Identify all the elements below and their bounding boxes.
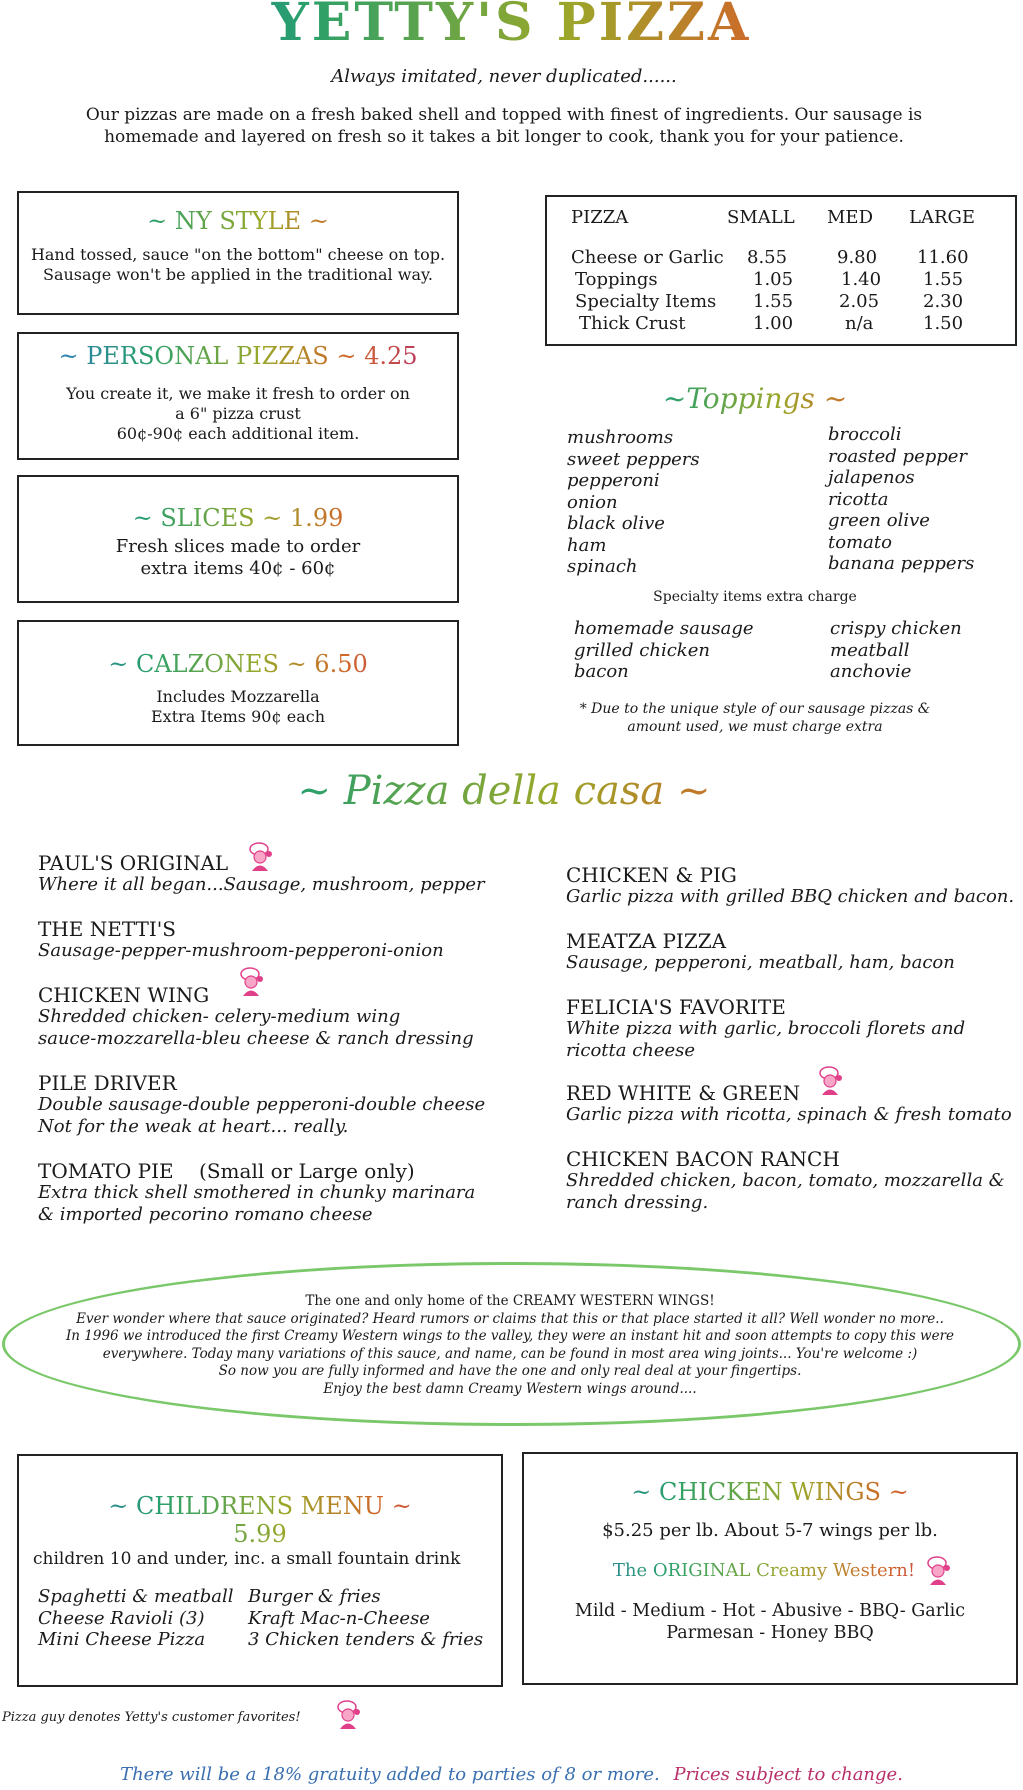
specialty-pizza-desc: Shredded chicken, bacon, tomato, mozzarella & bbox=[566, 1170, 1005, 1191]
calzones-line: Includes Mozzarella bbox=[156, 687, 320, 706]
childrens-item: Mini Cheese Pizza bbox=[38, 1629, 206, 1650]
price-cell: 1.00 bbox=[753, 313, 794, 334]
calzones-desc bbox=[19, 687, 457, 727]
topping-item: sweet peppers bbox=[567, 448, 700, 470]
specialty-label: Specialty items extra charge bbox=[653, 589, 857, 605]
childrens-item: Kraft Mac-n-Cheese bbox=[248, 1607, 430, 1629]
childrens-menu-subtitle: children 10 and under, inc. a small fountain drink bbox=[33, 1549, 461, 1569]
intro-text bbox=[0, 104, 1008, 148]
personal-pizzas-desc bbox=[19, 384, 457, 444]
price-cell: n/a bbox=[845, 313, 874, 334]
topping-item: black olive bbox=[567, 513, 665, 534]
price-row-label: Toppings bbox=[575, 269, 658, 290]
pizza-guy-icon bbox=[246, 842, 274, 872]
wings-story-line: Enjoy the best damn Creamy Western wings around.... bbox=[323, 1380, 697, 1397]
specialty-pizza-desc: Where it all began...Sausage, mushroom, pepper bbox=[38, 874, 485, 895]
topping-item: ham bbox=[567, 534, 607, 556]
sausage-note bbox=[555, 700, 955, 736]
topping-item: jalapenos bbox=[828, 467, 915, 488]
topping-item: spinach bbox=[567, 556, 638, 577]
pizza-guy-legend: Pizza guy denotes Yetty's customer favorites! bbox=[2, 1710, 301, 1725]
personal-pizzas-line: You create it, we make it fresh to order on bbox=[66, 384, 410, 403]
wing-flavors-line: Mild - Medium - Hot - Abusive - BBQ- Garlic bbox=[574, 1601, 966, 1621]
specialty-pizza-name: PAUL'S ORIGINAL bbox=[38, 851, 229, 875]
specialty-pizza-desc: sauce-mozzarella-bleu cheese & ranch dressing bbox=[38, 1028, 474, 1049]
wings-story-line: The one and only home of the CREAMY WESTERN WINGS! bbox=[305, 1293, 715, 1309]
topping-item: mushrooms bbox=[567, 427, 674, 448]
toppings-right-list bbox=[828, 424, 974, 575]
restaurant-title: YETTY'S PIZZA bbox=[0, 0, 1023, 53]
price-row-label: Cheese or Garlic bbox=[571, 247, 724, 268]
topping-item: ricotta bbox=[828, 488, 889, 510]
sausage-note-line: amount used, we must charge extra bbox=[627, 719, 883, 735]
price-table-header: PIZZA bbox=[571, 207, 629, 228]
gratuity-note bbox=[0, 1764, 1023, 1785]
toppings-title: ~Toppings ~ bbox=[540, 382, 970, 415]
specialty-pizza bbox=[38, 1072, 485, 1138]
specialty-pizza-name: CHICKEN BACON RANCH bbox=[566, 1147, 840, 1171]
calzones-title: ~ CALZONES ~ 6.50 bbox=[19, 650, 457, 678]
calzones-box bbox=[17, 620, 459, 746]
childrens-left-list bbox=[38, 1586, 234, 1651]
childrens-item: Burger & fries bbox=[248, 1586, 381, 1607]
price-table-header: SMALL bbox=[727, 207, 795, 228]
price-table-grid bbox=[547, 197, 1015, 344]
topping-item: green olive bbox=[828, 510, 930, 531]
slices-line: Fresh slices made to order bbox=[115, 536, 361, 557]
wings-story-text bbox=[40, 1293, 980, 1398]
price-cell: 1.40 bbox=[841, 269, 882, 290]
specialty-pizza-name: MEATZA PIZZA bbox=[566, 929, 727, 953]
topping-item: tomato bbox=[828, 531, 892, 553]
specialty-pizza bbox=[566, 996, 965, 1062]
specialty-pizza-name: TOMATO PIE (Small or Large only) bbox=[38, 1159, 415, 1183]
price-cell: 11.60 bbox=[917, 247, 969, 268]
specialty-right-list bbox=[830, 618, 962, 683]
toppings-left-list bbox=[567, 427, 700, 578]
specialty-item: anchovie bbox=[830, 661, 912, 682]
specialty-pizza bbox=[566, 864, 1014, 908]
specialty-pizza-name: CHICKEN WING bbox=[38, 983, 210, 1007]
specialty-pizza-desc: ranch dressing. bbox=[566, 1192, 709, 1213]
specialty-pizza-desc: ricotta cheese bbox=[566, 1040, 696, 1061]
specialty-item: grilled chicken bbox=[574, 639, 710, 661]
specialty-pizza bbox=[566, 1148, 1005, 1214]
specialty-pizza-name: THE NETTI'S bbox=[38, 917, 176, 941]
ny-style-desc bbox=[19, 245, 457, 285]
ny-style-line: Sausage won't be applied in the traditional way. bbox=[43, 265, 433, 284]
specialty-pizza bbox=[566, 1082, 1012, 1126]
slices-title: ~ SLICES ~ 1.99 bbox=[19, 504, 457, 532]
intro-line: homemade and layered on fresh so it takes a bit longer to cook, thank you for your patience. bbox=[104, 127, 904, 147]
wings-story-line: In 1996 we introduced the first Creamy Western wings to the valley, they were an instant hit and soon attempts to copy this were bbox=[65, 1328, 955, 1344]
sausage-note-line: * Due to the unique style of our sausage pizzas & bbox=[579, 701, 931, 717]
price-table-header: MED bbox=[827, 207, 874, 228]
price-change-text: Prices subject to change. bbox=[673, 1764, 903, 1785]
childrens-right-list bbox=[248, 1586, 483, 1651]
tagline: Always imitated, never duplicated...... bbox=[331, 66, 677, 87]
price-cell: 2.30 bbox=[923, 291, 964, 312]
price-cell: 1.55 bbox=[923, 269, 964, 290]
topping-item: pepperoni bbox=[567, 470, 660, 491]
specialty-pizza-name: RED WHITE & GREEN bbox=[566, 1081, 801, 1105]
specialty-pizza-desc: Shredded chicken- celery-medium wing bbox=[38, 1006, 401, 1027]
price-table-header: LARGE bbox=[909, 207, 976, 228]
wings-story-line: So now you are fully informed and have the one and only real deal at your fingertips. bbox=[218, 1363, 802, 1379]
childrens-menu-price: 5.99 bbox=[19, 1520, 501, 1548]
chicken-wings-title: ~ CHICKEN WINGS ~ bbox=[524, 1478, 1016, 1506]
specialty-pizza-desc: Extra thick shell smothered in chunky marinara bbox=[38, 1182, 476, 1203]
specialty-pizza-desc: Garlic pizza with grilled BBQ chicken and bacon. bbox=[566, 886, 1015, 907]
price-cell: 1.05 bbox=[753, 269, 794, 290]
topping-item: onion bbox=[567, 491, 618, 513]
specialty-pizza bbox=[566, 930, 955, 974]
intro-line: Our pizzas are made on a fresh baked shell and topped with finest of ingredients. Our sausage is bbox=[85, 105, 923, 125]
creamy-western-label: The ORIGINAL Creamy Western! bbox=[524, 1560, 1004, 1581]
childrens-item: Spaghetti & meatball bbox=[38, 1586, 234, 1607]
wing-flavors-line: Parmesan - Honey BBQ bbox=[666, 1623, 874, 1643]
price-row-label: Specialty Items bbox=[575, 291, 717, 312]
della-casa-title: ~ Pizza della casa ~ bbox=[0, 768, 1008, 814]
slices-line: extra items 40¢ - 60¢ bbox=[140, 558, 336, 579]
price-row-label: Thick Crust bbox=[579, 313, 686, 334]
personal-pizzas-line: 60¢-90¢ each additional item. bbox=[116, 424, 360, 443]
specialty-pizza-desc: & imported pecorino romano cheese bbox=[38, 1204, 373, 1225]
personal-pizzas-title: ~ PERSONAL PIZZAS ~ 4.25 bbox=[19, 342, 457, 370]
slices-desc bbox=[19, 536, 457, 580]
childrens-item: 3 Chicken tenders & fries bbox=[248, 1629, 484, 1650]
specialty-pizza bbox=[38, 918, 444, 962]
specialty-item: homemade sausage bbox=[574, 618, 754, 639]
price-table bbox=[545, 195, 1017, 346]
childrens-menu-box bbox=[17, 1454, 503, 1687]
specialty-pizza-name: FELICIA'S FAVORITE bbox=[566, 995, 786, 1019]
personal-pizzas-line: a 6" pizza crust bbox=[175, 404, 301, 423]
specialty-pizza-desc: Not for the weak at heart... really. bbox=[38, 1116, 349, 1137]
pizza-guy-icon bbox=[334, 1700, 362, 1730]
pizza-guy-icon bbox=[924, 1556, 952, 1586]
ny-style-title: ~ NY STYLE ~ bbox=[19, 207, 457, 235]
specialty-pizza-name: PILE DRIVER bbox=[38, 1071, 177, 1095]
pizza-guy-icon bbox=[237, 967, 265, 997]
specialty-pizza-desc: Sausage, pepperoni, meatball, ham, bacon bbox=[566, 952, 955, 973]
price-cell: 2.05 bbox=[839, 291, 880, 312]
gratuity-text: There will be a 18% gratuity added to parties of 8 or more. bbox=[120, 1764, 660, 1785]
specialty-item: meatball bbox=[830, 639, 910, 661]
specialty-pizza bbox=[38, 1160, 475, 1226]
ny-style-line: Hand tossed, sauce "on the bottom" cheese on top. bbox=[30, 245, 446, 264]
specialty-pizza-desc: Garlic pizza with ricotta, spinach & fresh tomato bbox=[566, 1104, 1012, 1125]
specialty-pizza-desc: Double sausage-double pepperoni-double cheese bbox=[38, 1094, 486, 1115]
pizza-guy-icon bbox=[816, 1066, 844, 1096]
price-cell: 9.80 bbox=[837, 247, 878, 268]
wing-flavors bbox=[524, 1600, 1016, 1644]
chicken-wings-price: $5.25 per lb. About 5-7 wings per lb. bbox=[602, 1520, 938, 1541]
specialty-left-list bbox=[574, 618, 754, 683]
price-cell: 1.55 bbox=[753, 291, 794, 312]
price-cell: 8.55 bbox=[747, 247, 788, 268]
childrens-item: Cheese Ravioli (3) bbox=[38, 1607, 205, 1629]
calzones-line: Extra Items 90¢ each bbox=[151, 707, 325, 726]
specialty-pizza-desc: White pizza with garlic, broccoli florets and bbox=[566, 1018, 966, 1039]
specialty-pizza-name: CHICKEN & PIG bbox=[566, 863, 737, 887]
topping-item: broccoli bbox=[828, 424, 902, 445]
chicken-wings-box bbox=[522, 1452, 1018, 1685]
topping-item: banana peppers bbox=[828, 553, 975, 574]
wings-story-line: everywhere. Today many variations of this sauce, and name, can be found in most area wing joints... You're welcome :) bbox=[102, 1345, 918, 1362]
specialty-pizza-desc: Sausage-pepper-mushroom-pepperoni-onion bbox=[38, 940, 444, 961]
childrens-menu-title: ~ CHILDRENS MENU ~ bbox=[19, 1492, 501, 1520]
ny-style-box bbox=[17, 191, 459, 315]
price-cell: 1.50 bbox=[923, 313, 964, 334]
topping-item: roasted pepper bbox=[828, 445, 968, 467]
specialty-item: crispy chicken bbox=[830, 618, 962, 639]
personal-pizzas-box bbox=[17, 332, 459, 460]
specialty-item: bacon bbox=[574, 661, 629, 682]
wings-story-line: Ever wonder where that sauce originated? Heard rumors or claims that this or that place started it all? Well wonder no more.. bbox=[76, 1310, 944, 1327]
slices-box bbox=[17, 475, 459, 603]
